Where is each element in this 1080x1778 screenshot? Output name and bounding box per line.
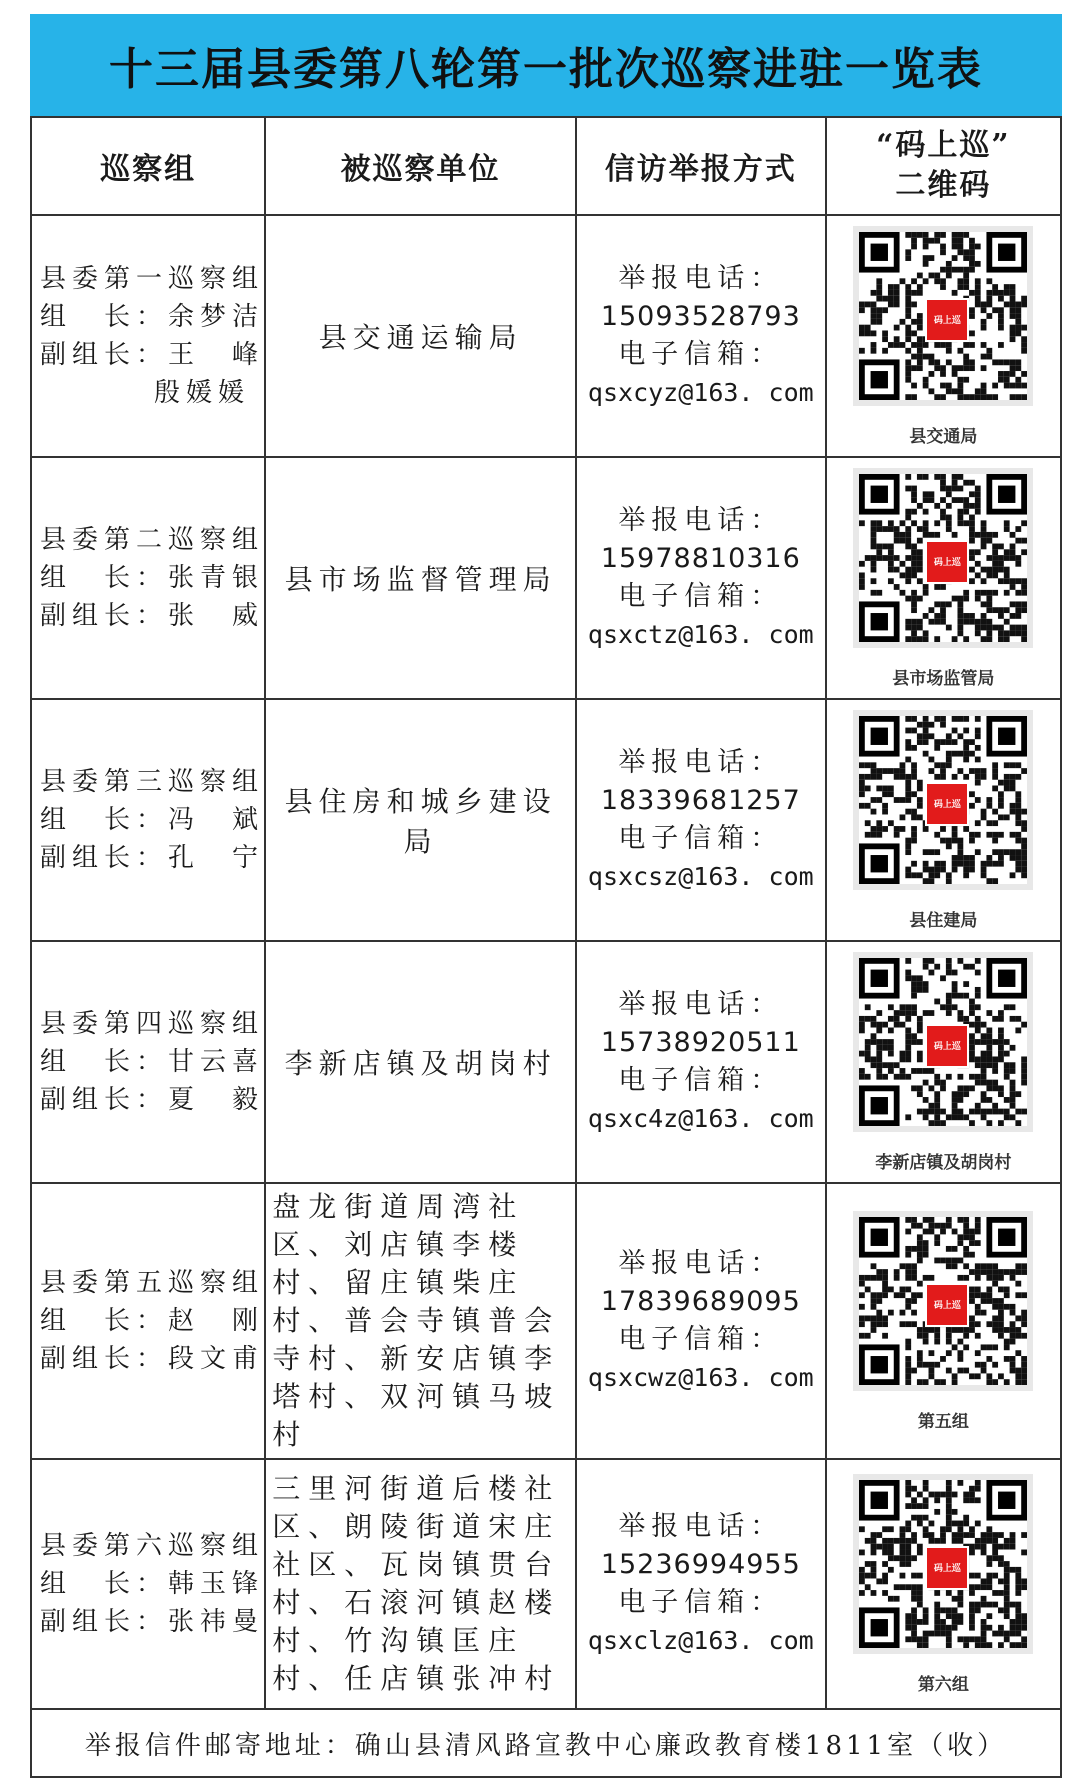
table-row <box>31 1183 1061 1459</box>
deputy-name: 孔 宁 <box>168 843 265 873</box>
qr-code[interactable] <box>853 1474 1033 1654</box>
deputy-label: 副组长： <box>40 843 169 873</box>
table-row <box>31 457 1061 699</box>
deputy-line <box>40 839 264 877</box>
qr-code[interactable] <box>853 226 1033 406</box>
group-cell <box>31 215 265 457</box>
contact-cell <box>576 215 826 457</box>
email-address: qsxctz@163. com <box>587 620 814 649</box>
phone-number: 15738920511 <box>600 1027 801 1058</box>
leader-label: 组 长： <box>40 563 169 593</box>
email-label: 电子信箱： <box>618 1065 784 1096</box>
patrol-table-sheet <box>30 14 1062 1761</box>
leader-label: 组 长： <box>40 805 169 835</box>
unit-cell: 盘龙街道周湾社区、刘店镇李楼村、留庄镇柴庄村、普会寺镇普会寺村、新安店镇李塔村、双河镇马坡村 <box>265 1183 576 1459</box>
phone-label: 举报电话： <box>618 505 784 536</box>
group-name: 县委第二巡察组 <box>40 525 265 555</box>
contact-cell <box>576 1459 826 1709</box>
qr-cell <box>826 215 1061 457</box>
email-address: qsxcwz@163. com <box>587 1363 814 1392</box>
contact-cell <box>576 941 826 1183</box>
email-label: 电子信箱： <box>618 1587 784 1618</box>
deputy-name: 王 峰 <box>168 340 265 370</box>
qr-badge: 码上巡 <box>925 1546 969 1590</box>
qr-caption: 县住建局 <box>909 910 978 931</box>
leader-label: 组 长： <box>40 1047 169 1077</box>
email-label: 电子信箱： <box>618 1324 784 1355</box>
leader-line <box>40 298 264 336</box>
header-qr-line1: “码上巡” <box>876 128 1011 163</box>
header-qr-line2: 二维码 <box>895 168 992 203</box>
leader-label: 组 长： <box>40 302 169 332</box>
qr-badge: 码上巡 <box>925 298 969 342</box>
table-row <box>31 1459 1061 1709</box>
leader-name: 甘云喜 <box>168 1047 265 1077</box>
qr-cell <box>826 941 1061 1183</box>
contact-cell <box>576 457 826 699</box>
deputy-label: 副组长： <box>40 1607 169 1637</box>
group-cell <box>31 941 265 1183</box>
deputy-name: 段文甫 <box>168 1344 265 1374</box>
footer-row <box>31 1709 1061 1777</box>
unit-cell: 县住房和城乡建设局 <box>265 699 576 941</box>
phone-label: 举报电话： <box>618 1511 784 1542</box>
phone-label: 举报电话： <box>618 747 784 778</box>
deputy-line <box>40 1603 264 1641</box>
deputy-line <box>40 1081 264 1119</box>
leader-line <box>40 559 264 597</box>
qr-badge: 码上巡 <box>925 1283 969 1327</box>
table-row <box>31 699 1061 941</box>
deputy-name: 张祎曼 <box>168 1607 265 1637</box>
leader-label: 组 长： <box>40 1306 169 1336</box>
header-unit: 被巡察单位 <box>265 117 576 215</box>
header-group: 巡察组 <box>31 117 265 215</box>
deputy-leader-2: 殷媛媛 <box>154 378 251 408</box>
group-name: 县委第六巡察组 <box>40 1531 265 1561</box>
qr-code[interactable] <box>853 1211 1033 1391</box>
qr-caption: 第五组 <box>917 1411 969 1432</box>
group-name: 县委第三巡察组 <box>40 767 265 797</box>
deputy-line <box>40 1340 264 1378</box>
leader-name: 赵 刚 <box>168 1306 265 1336</box>
qr-cell <box>826 457 1061 699</box>
deputy-label: 副组长： <box>40 340 169 370</box>
header-qr <box>826 117 1061 215</box>
deputy-name: 夏 毅 <box>168 1085 265 1115</box>
email-label: 电子信箱： <box>618 823 784 854</box>
leader-label: 组 长： <box>40 1569 169 1599</box>
qr-cell <box>826 1459 1061 1709</box>
qr-cell <box>826 699 1061 941</box>
phone-label: 举报电话： <box>618 263 784 294</box>
phone-label: 举报电话： <box>618 1248 784 1279</box>
contact-cell <box>576 699 826 941</box>
phone-label: 举报电话： <box>618 989 784 1020</box>
email-address: qsxcsz@163. com <box>587 862 814 891</box>
qr-caption: 李新店镇及胡岗村 <box>875 1152 1012 1173</box>
unit-cell: 县交通运输局 <box>265 215 576 457</box>
phone-number: 17839689095 <box>600 1286 801 1317</box>
header-row <box>31 117 1061 215</box>
qr-caption: 第六组 <box>917 1674 969 1695</box>
group-cell <box>31 1459 265 1709</box>
email-address: qsxc4z@163. com <box>587 1104 814 1133</box>
qr-badge: 码上巡 <box>925 782 969 826</box>
group-name: 县委第四巡察组 <box>40 1009 265 1039</box>
email-label: 电子信箱： <box>618 339 784 370</box>
page-title: 十三届县委第八轮第一批次巡察进驻一览表 <box>109 44 983 95</box>
deputy-line <box>40 336 264 374</box>
leader-line <box>40 1565 264 1603</box>
title-banner <box>30 14 1062 118</box>
phone-number: 15236994955 <box>600 1549 801 1580</box>
phone-number: 15093528793 <box>600 301 801 332</box>
group-name: 县委第五巡察组 <box>40 1268 265 1298</box>
header-contact: 信访举报方式 <box>576 117 826 215</box>
qr-cell <box>826 1183 1061 1459</box>
qr-badge: 码上巡 <box>925 540 969 584</box>
deputy-label: 副组长： <box>40 601 169 631</box>
leader-name: 余梦洁 <box>168 302 265 332</box>
deputy-label: 副组长： <box>40 1344 169 1374</box>
leader-name: 张青银 <box>168 563 265 593</box>
patrol-table <box>30 116 1062 1778</box>
qr-caption: 县交通局 <box>909 426 978 447</box>
group-cell <box>31 699 265 941</box>
email-address: qsxcyz@163. com <box>587 378 814 407</box>
leader-line <box>40 1043 264 1081</box>
leader-line <box>40 1302 264 1340</box>
mailing-address: 举报信件邮寄地址：确山县清风路宣教中心廉政教育楼1811室（收） <box>31 1709 1061 1777</box>
phone-number: 15978810316 <box>600 543 801 574</box>
qr-code[interactable] <box>853 952 1033 1132</box>
unit-cell: 李新店镇及胡岗村 <box>265 941 576 1183</box>
qr-code[interactable] <box>853 710 1033 890</box>
unit-cell: 县市场监督管理局 <box>265 457 576 699</box>
email-label: 电子信箱： <box>618 581 784 612</box>
leader-name: 冯 斌 <box>168 805 265 835</box>
leader-line <box>40 801 264 839</box>
email-address: qsxclz@163. com <box>587 1626 814 1655</box>
unit-cell: 三里河街道后楼社区、朗陵街道宋庄社区、瓦岗镇贯台村、石滚河镇赵楼村、竹沟镇匡庄村、任店镇张冲村 <box>265 1459 576 1709</box>
phone-number: 18339681257 <box>600 785 801 816</box>
group-cell <box>31 457 265 699</box>
deputy-name: 张 威 <box>168 601 265 631</box>
leader-name: 韩玉锋 <box>168 1569 265 1599</box>
deputy-label: 副组长： <box>40 1085 169 1115</box>
qr-code[interactable] <box>853 468 1033 648</box>
contact-cell <box>576 1183 826 1459</box>
table-row <box>31 215 1061 457</box>
deputy-line <box>40 597 264 635</box>
qr-caption: 县市场监管局 <box>892 668 995 689</box>
qr-badge: 码上巡 <box>925 1024 969 1068</box>
table-row <box>31 941 1061 1183</box>
group-name: 县委第一巡察组 <box>40 264 265 294</box>
group-cell <box>31 1183 265 1459</box>
